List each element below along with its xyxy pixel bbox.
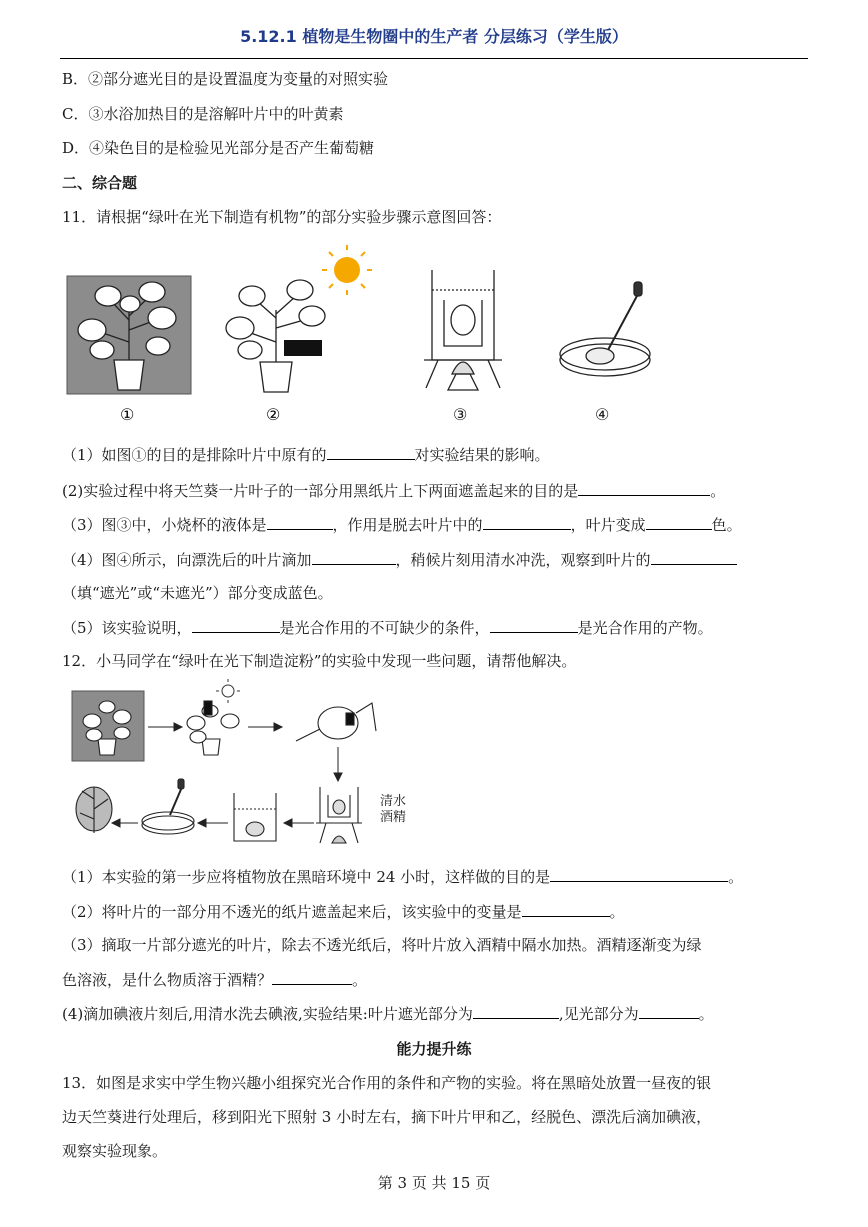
q13-line-2: 边天竺葵进行处理后，移到阳光下照射 3 小时左右，摘下叶片甲和乙，经脱色、漂洗后滴加碘液， <box>62 1108 712 1126</box>
q13-line-3: 观察实验现象。 <box>62 1142 168 1160</box>
q12-sub2-text: （2）将叶片的一部分用不透光的纸片遮盖起来后，该实验中的变量是 <box>62 903 522 921</box>
figure-label-1: ① <box>120 405 135 424</box>
answer-blank[interactable] <box>651 548 737 565</box>
answer-blank[interactable] <box>646 513 712 530</box>
q11-sub5-text-mid: 是光合作用的不可缺少的条件， <box>279 619 490 637</box>
q12-sub3-cont <box>62 968 367 991</box>
petri-dish-icon <box>142 779 194 834</box>
q12-sub1-text: （1）本实验的第一步应将植物放在黑暗环境中 24 小时，这样做的目的是 <box>62 868 551 886</box>
figure-label-4: ④ <box>595 405 610 424</box>
plant-in-light-figure <box>226 245 372 424</box>
q12-sub1-text-end: 。 <box>728 868 744 886</box>
q11-sub3 <box>62 513 742 536</box>
answer-blank[interactable] <box>483 513 571 530</box>
answer-blank[interactable] <box>473 1002 559 1019</box>
q12-sub4-text: (4)滴加碘液片刻后,用清水洗去碘液,实验结果:叶片遮光部分为 <box>62 1005 473 1023</box>
q12-sub3-text: 色溶液，是什么物质溶于酒精？ <box>62 971 273 989</box>
q11-sub2-text: (2)实验过程中将天竺葵一片叶子的一部分用黑纸片上下两面遮盖起来的目的是 <box>62 482 579 500</box>
answer-blank[interactable] <box>550 865 728 882</box>
q11-sub3-text: （3）图③中，小烧杯的液体是 <box>62 516 267 534</box>
page-title: 5.12.1 植物是生物圈中的生产者 分层练习（学生版） <box>240 27 628 46</box>
dropper-icon <box>170 779 184 815</box>
q11-stem: 11．请根据“绿叶在光下制造有机物”的部分实验步骤示意图回答： <box>62 208 502 226</box>
stained-leaf-figure <box>76 787 112 833</box>
answer-blank[interactable] <box>578 479 710 496</box>
arrow-icon <box>112 819 138 827</box>
q11-sub3-text-mid: ，作用是脱去叶片中的 <box>332 516 483 534</box>
q11-sub2 <box>62 479 725 502</box>
q11-sub5 <box>62 616 713 639</box>
q12-sub3: （3）摘取一片部分遮光的叶片，除去不透光纸后，将叶片放入酒精中隔水加热。酒精逐渐变为绿 <box>62 936 702 954</box>
figure-label-3: ③ <box>453 405 468 424</box>
q12-stem: 12．小马同学在“绿叶在光下制造淀粉”的实验中发现一些问题，请帮他解决。 <box>62 652 577 670</box>
leaf-removal-figure <box>296 703 376 741</box>
label-water: 清水 <box>380 794 407 809</box>
beaker-icon <box>316 787 362 843</box>
option-c: C．③水浴加热目的是溶解叶片中的叶黄素 <box>62 105 344 123</box>
answer-blank[interactable] <box>192 616 280 633</box>
q12-sub1 <box>62 865 743 888</box>
arrow-icon <box>334 747 342 781</box>
arrow-icon <box>248 723 282 731</box>
sun-icon <box>322 245 372 295</box>
arrow-icon <box>198 819 228 827</box>
answer-blank[interactable] <box>522 900 610 917</box>
plant-icon <box>226 280 325 392</box>
section-title-comprehensive: 二、综合题 <box>62 174 138 192</box>
q13-line-1: 13．如图是求实中学生物兴趣小组探究光合作用的条件和产物的实验。将在黑暗处放置一昼夜的银 <box>62 1074 712 1092</box>
q11-sub4-cont: （填“遮光”或“未遮光”）部分变成蓝色。 <box>62 584 333 602</box>
q11-figure <box>60 250 760 424</box>
q12-sub2-text-end: 。 <box>609 903 625 921</box>
q12-sub4-text-mid: ,见光部分为 <box>558 1005 639 1023</box>
q12-sub2 <box>62 900 625 923</box>
q11-sub1-text: （1）如图①的目的是排除叶片中原有的 <box>62 446 327 464</box>
q11-sub5-text: （5）该实验说明， <box>62 619 192 637</box>
q12-figure <box>70 683 430 848</box>
q11-sub1-text-end: 对实验结果的影响。 <box>414 446 550 464</box>
q12-sub4 <box>62 1002 714 1025</box>
option-b: B．②部分遮光目的是设置温度为变量的对照实验 <box>62 70 389 88</box>
q11-sub4-text-mid: ，稍候片刻用清水冲洗，观察到叶片的 <box>395 551 651 569</box>
q11-sub3-text-mid2: ，叶片变成 <box>570 516 646 534</box>
beaker-icon <box>424 270 502 424</box>
option-d: D．④染色目的是检验见光部分是否产生葡萄糖 <box>62 139 375 157</box>
answer-blank[interactable] <box>312 548 396 565</box>
answer-blank[interactable] <box>267 513 333 530</box>
plant-in-darkness-figure <box>67 276 191 424</box>
q12-sub3-text-end: 。 <box>352 971 368 989</box>
petri-dish-icon <box>560 282 650 424</box>
q11-sub1 <box>62 443 550 466</box>
q11-sub5-text-end: 是光合作用的产物。 <box>577 619 713 637</box>
q11-sub4 <box>62 548 737 571</box>
answer-blank[interactable] <box>272 968 352 985</box>
arrow-icon <box>148 723 182 731</box>
answer-blank[interactable] <box>639 1002 699 1019</box>
beaker-icon <box>234 793 276 841</box>
plant-icon <box>187 701 239 755</box>
answer-blank[interactable] <box>327 443 415 460</box>
figure-label-2: ② <box>266 405 281 424</box>
answer-blank[interactable] <box>490 616 578 633</box>
label-alcohol: 酒精 <box>380 810 407 825</box>
black-paper-cover <box>284 340 322 356</box>
header-divider <box>60 58 808 59</box>
q11-sub3-text-end: 色。 <box>711 516 742 534</box>
q12-sub4-text-end: 。 <box>698 1005 714 1023</box>
arrow-icon <box>284 819 314 827</box>
q11-sub2-text-end: 。 <box>710 482 726 500</box>
q11-sub4-text: （4）图④所示，向漂洗后的叶片滴加 <box>62 551 312 569</box>
sun-icon <box>216 679 240 703</box>
page-footer: 第 3 页 共 15 页 <box>377 1174 491 1192</box>
section-title-advanced: 能力提升练 <box>396 1040 472 1058</box>
